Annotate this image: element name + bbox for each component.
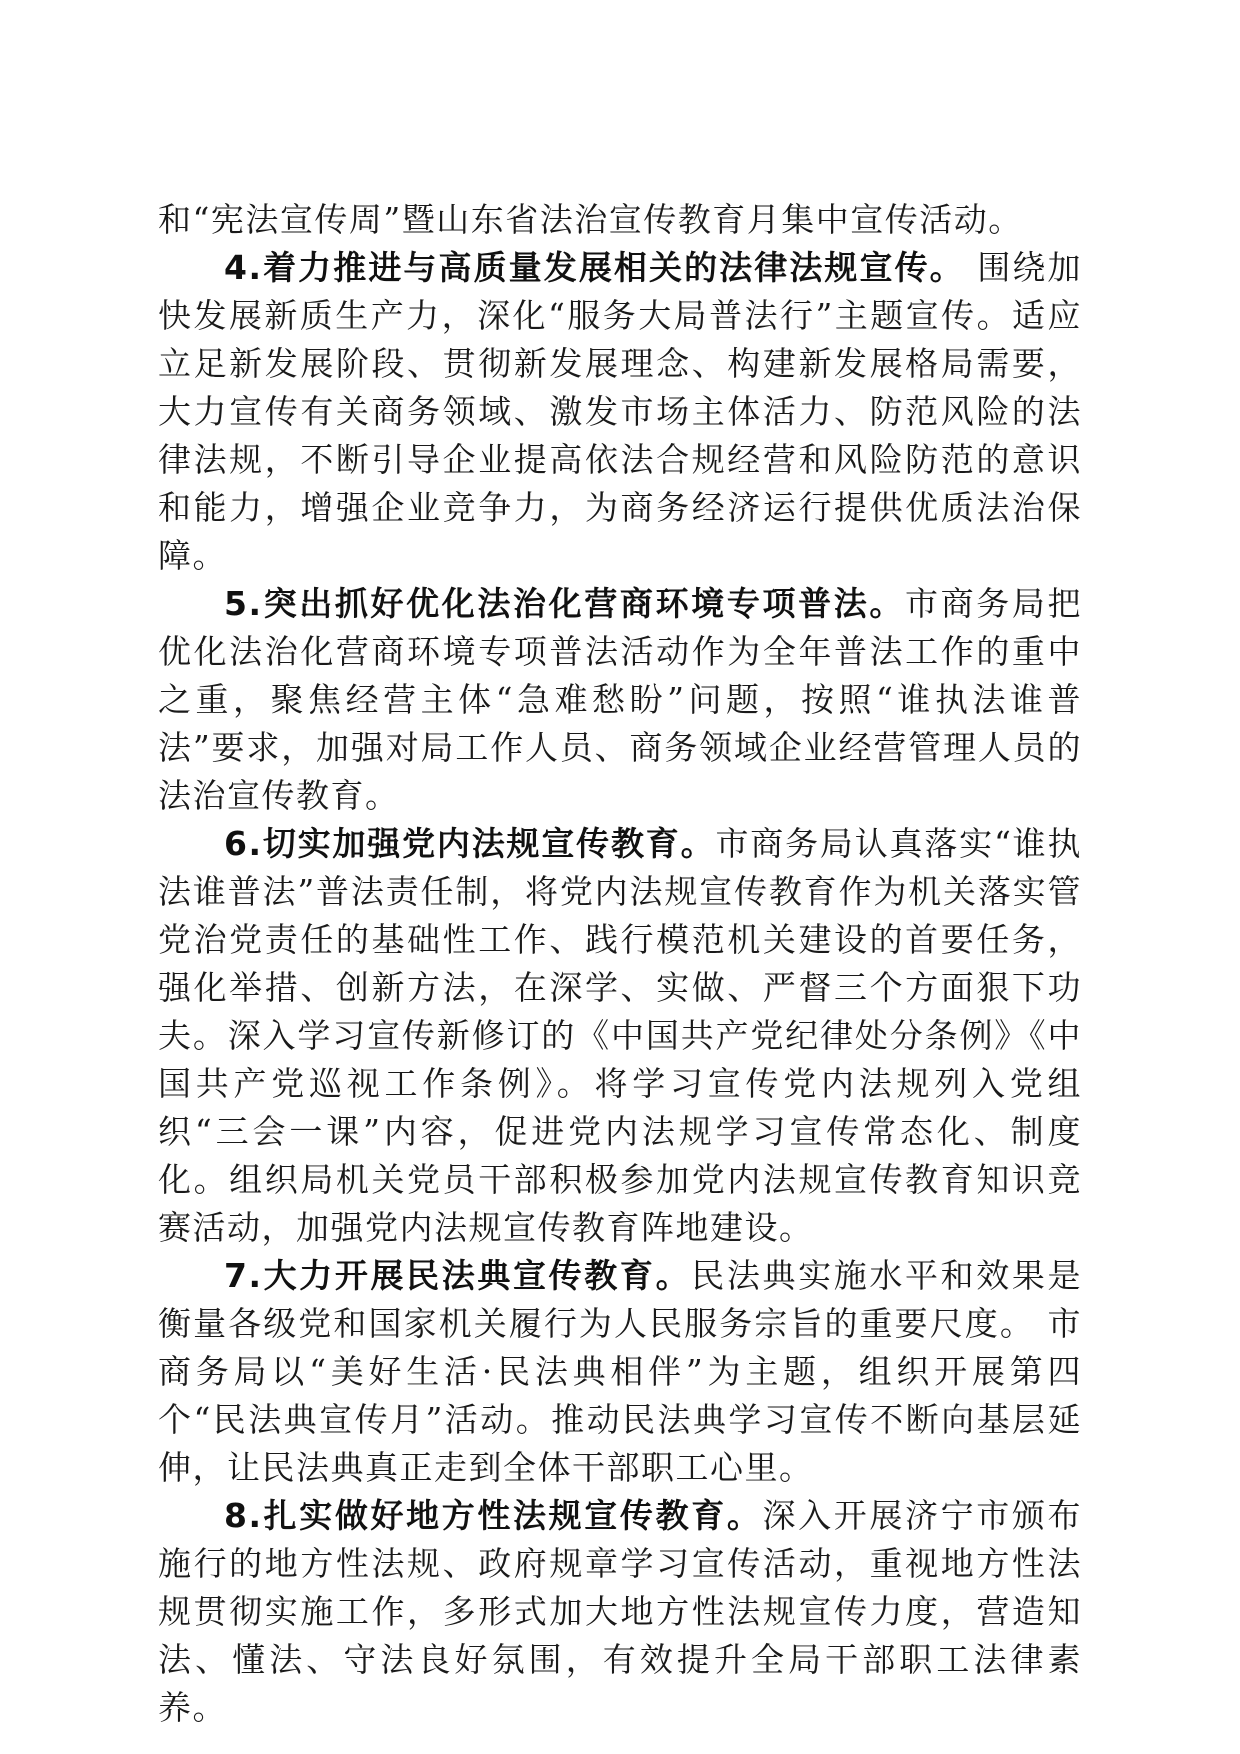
paragraph-heading: 7.大力开展民法典宣传教育。 (224, 1256, 692, 1295)
paragraph-item-4 (158, 244, 1082, 580)
paragraph-heading: 8.扎实做好地方性法规宣传教育。 (224, 1496, 763, 1535)
paragraph-heading: 5.突出抓好优化法治化营商环境专项普法。 (224, 584, 905, 623)
paragraph-text: 市商务局把优化法治化营商环境专项普法活动作为全年普法工作的重中之重，聚焦经营主体“急难愁盼”问题，按照“谁执法谁普法”要求，加强对局工作人员、商务领域企业经营管理人员的法治宣传教育。 (158, 584, 1083, 815)
paragraph-item-6 (158, 820, 1082, 1252)
paragraph-item-7 (158, 1252, 1082, 1492)
paragraph-text: 深入开展济宁市颁布施行的地方性法规、政府规章学习宣传活动，重视地方性法规贯彻实施工作，多形式加大地方性法规宣传力度，营造知法、懂法、守法良好氛围，有效提升全局干部职工法律素养。 (158, 1496, 1083, 1727)
paragraph-heading: 6.切实加强党内法规宣传教育。 (224, 824, 716, 863)
paragraph-text: 市商务局认真落实“谁执法谁普法”普法责任制，将党内法规宣传教育作为机关落实管党治党责任的基础性工作、践行模范机关建设的首要任务，强化举措、创新方法，在深学、实做、严督三个方面狠下功夫。深入学习宣传新修订的《中国共产党纪律处分条例》《中国共产党巡视工作条例》。将学习宣传党内法规列入党组织“三会一课”内容，促进党内法规学习宣传常态化、制度化。组织局机关党员干部积极参加党内法规宣传教育知识竞赛活动，加强党内法规宣传教育阵地建设。 (158, 824, 1083, 1247)
paragraph-text: 围绕加快发展新质生产力，深化“服务大局普法行”主题宣传。适应立足新发展阶段、贯彻新发展理念、构建新发展格局需要，大力宣传有关商务领域、激发市场主体活力、防范风险的法律法规，不断引导企业提高依法合规经营和风险防范的意识和能力，增强企业竞争力，为商务经济运行提供优质法治保障。 (158, 248, 1082, 575)
document-page (158, 196, 1082, 1732)
paragraph-continuation (158, 196, 1082, 244)
paragraph-item-5 (158, 580, 1082, 820)
paragraph-item-8 (158, 1492, 1082, 1732)
paragraph-heading: 4.着力推进与高质量发展相关的法律法规宣传。 (224, 248, 965, 287)
paragraph-text: 民法典实施水平和效果是衡量各级党和国家机关履行为人民服务宗旨的重要尺度。 市商务局以“美好生活·民法典相伴”为主题，组织开展第四个“民法典宣传月”活动。推动民法典学习宣传不断向基层延伸，让民法典真正走到全体干部职工心里。 (158, 1256, 1083, 1487)
paragraph-text: 和“宪法宣传周”暨山东省法治宣传教育月集中宣传活动。 (158, 200, 1023, 239)
